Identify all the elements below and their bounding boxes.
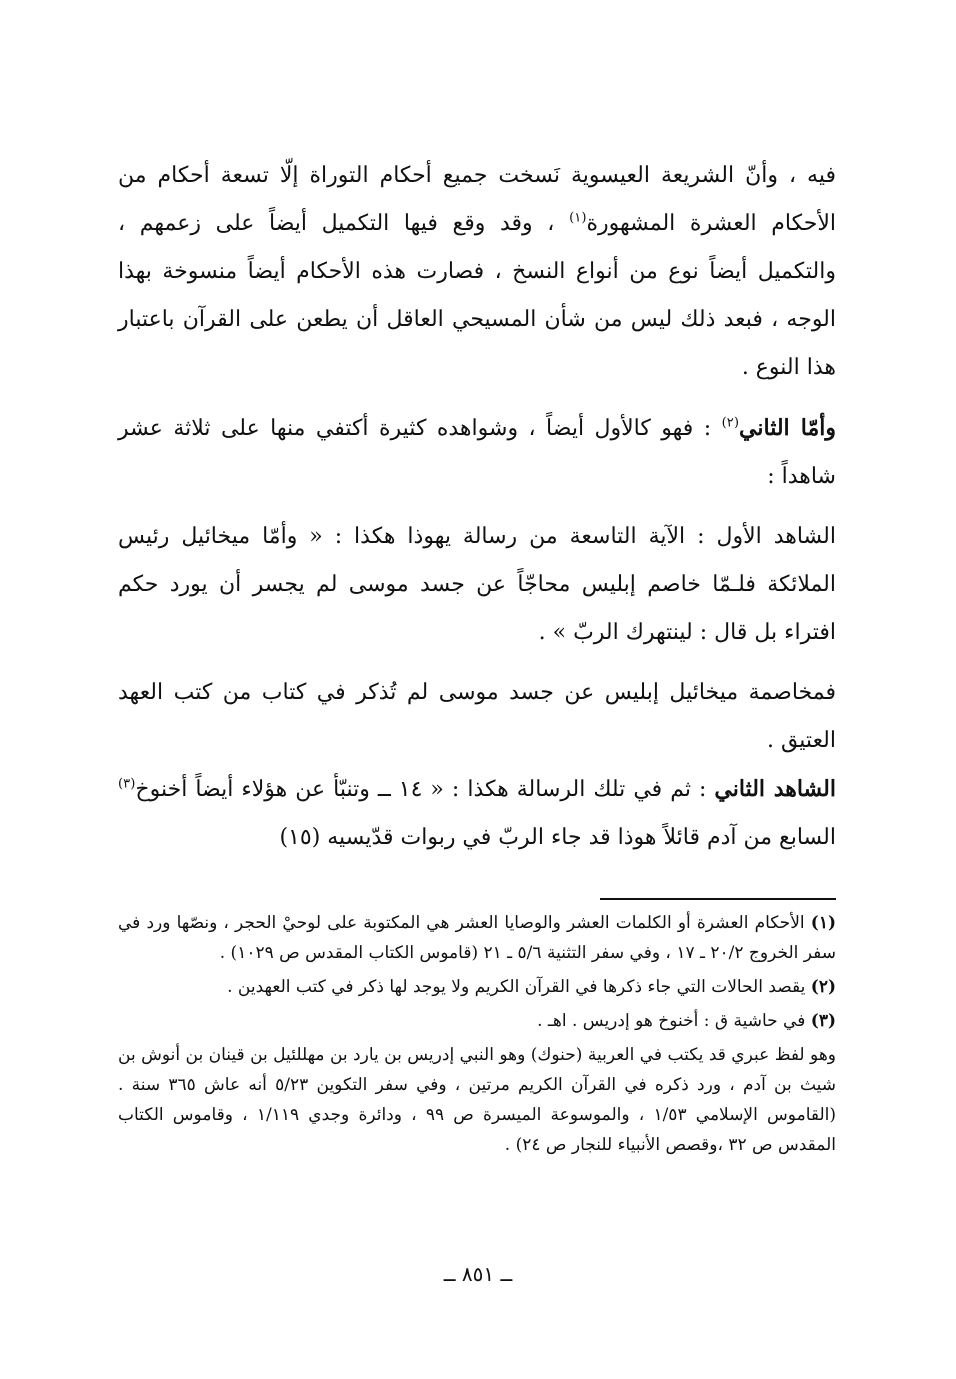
footnote-3-number: (٣) bbox=[810, 1011, 836, 1031]
page-number: ــ ٨٥١ ــ bbox=[443, 1262, 513, 1286]
main-text-body bbox=[118, 152, 836, 862]
footnote-ref-3: (٣) bbox=[118, 776, 136, 792]
paragraph-5 bbox=[118, 765, 836, 862]
paragraph-5-text-b: السابع من آدم قائلاً هوذا قد جاء الربّ في ربوات قدّيسيه (١٥) bbox=[279, 825, 836, 850]
footnote-3 bbox=[118, 1006, 836, 1036]
footnote-3-extra bbox=[118, 1040, 836, 1160]
paragraph-1 bbox=[118, 152, 836, 392]
paragraph-4 bbox=[118, 669, 836, 765]
paragraph-1-text-a: فيه ، وأنّ الشريعة العيسوية نَسخت جميع أحكام التوراة إلّا تسعة أحكام من الأحكام العشرة المشهورة bbox=[118, 163, 836, 236]
footnote-1-text: الأحكام العشرة أو الكلمات العشر والوصايا العشر هي المكتوبة على لوحيْ الحجر ، ونصّها ورد في سفر الخروج ٢٠/٢ ـ ١٧ ، وفي سفر التثنية ٥/٦ ـ ٢١ (قاموس الكتاب المقدس ص ١٠٢٩) . bbox=[118, 913, 836, 963]
footnote-2 bbox=[118, 972, 836, 1002]
paragraph-2-heading: وأمّا الثاني bbox=[739, 415, 836, 441]
paragraph-5-text-a: : ثم في تلك الرسالة هكذا : « ١٤ ــ وتنبّأ عن هؤلاء أيضاً أخنوخ bbox=[135, 777, 707, 802]
footnote-2-text: يقصد الحالات التي جاء ذكرها في القرآن الكريم ولا يوجد لها ذكر في كتب العهدين . bbox=[227, 977, 806, 997]
footnotes-section bbox=[118, 908, 836, 1160]
footnote-ref-1: (١) bbox=[569, 210, 587, 226]
footnote-separator bbox=[600, 898, 836, 900]
paragraph-2-text: : فهو كالأول أيضاً ، وشواهده كثيرة أكتفي منها على ثلاثة عشر شاهداً : bbox=[118, 416, 836, 489]
footnote-3-text: في حاشية ق : أخنوخ هو إدريس . اهـ . bbox=[537, 1011, 806, 1031]
footnote-1-number: (١) bbox=[810, 913, 837, 933]
footnote-1 bbox=[118, 908, 836, 968]
paragraph-4-text: فمخاصمة ميخائيل إبليس عن جسد موسى لم تُذكر في كتاب من كتب العهد العتيق . bbox=[118, 680, 836, 753]
footnote-ref-2: (٢) bbox=[721, 415, 740, 431]
paragraph-5-heading: الشاهد الثاني bbox=[714, 776, 836, 802]
paragraph-2 bbox=[118, 404, 836, 501]
paragraph-3-text: الشاهد الأول : الآية التاسعة من رسالة يهوذا هكذا : « وأمّا ميخائيل رئيس الملائكة فلـمّا خاصم إبليس محاجّاً عن جسد موسى لم يجسر أن يورد حكم افتراء بل قال : لينتهرك الربّ » . bbox=[118, 524, 836, 645]
footnote-2-number: (٢) bbox=[810, 977, 836, 997]
paragraph-1-text-b: ، وقد وقع فيها التكميل أيضاً على زعمهم ، والتكميل أيضاً نوع من أنواع النسخ ، فصارت هذه الأحكام أيضاً منسوخة بهذا الوجه ، فبعد ذلك ليس من شأن المسيحي العاقل أن يطعن على القرآن باعتبار هذا النوع . bbox=[118, 211, 836, 380]
paragraph-3 bbox=[118, 513, 836, 657]
footnote-3-extra-text: وهو لفظ عبري قد يكتب في العربية (حنوك) وهو النبي إدريس بن يارد بن مهللئيل بن قينان بن أنوش بن شيث بن آدم ، ورد ذكره في القرآن الكريم مرتين ، وفي سفر التكوين ٥/٢٣ أنه عاش ٣٦٥ سنة . (القاموس الإسلامي ١/٥٣ ، والموسوعة الميسرة ص ٩٩ ، ودائرة وجدي ١/١١٩ ، وقاموس الكتاب المقدس ص ٣٢ ،وقصص الأنبياء للنجار ص ٢٤) . bbox=[118, 1045, 837, 1155]
